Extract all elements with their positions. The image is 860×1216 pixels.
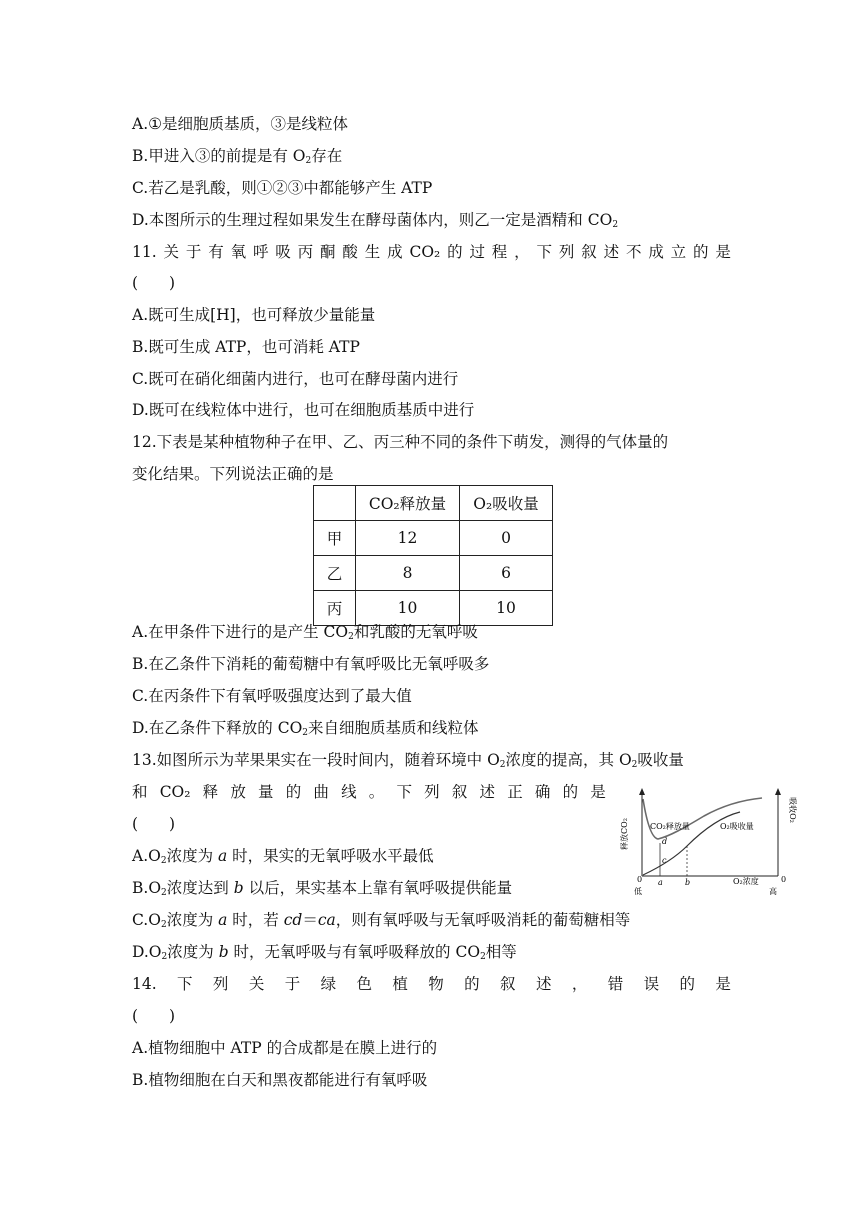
- origin-left-label: 0: [637, 875, 643, 884]
- co2-release-curve: [643, 798, 762, 839]
- q11-answer-paren: ( ): [132, 274, 176, 292]
- q12-stem-line1: 12.下表是某种植物种子在甲、乙、丙三种不同的条件下萌发，测得的气体量的: [132, 433, 669, 451]
- table-row: [314, 591, 553, 626]
- q14-answer-paren: ( ): [132, 1007, 176, 1025]
- q11-option-a: A.既可生成[H]，也可释放少量能量: [132, 306, 376, 324]
- q10-option-a: A.①是细胞质基质，③是线粒体: [132, 115, 349, 133]
- table-cell: 0: [460, 521, 553, 556]
- q11-option-d: D.既可在线粒体中进行，也可在细胞质基质中进行: [132, 401, 475, 419]
- table-cell: 12: [356, 521, 460, 556]
- point-a-label: a: [658, 878, 663, 887]
- table-row: [314, 521, 553, 556]
- right-axis-arrow: [775, 788, 781, 795]
- table-cell: 10: [460, 591, 553, 626]
- point-c-label: c: [662, 856, 667, 865]
- q14-option-b: B.植物细胞在白天和黑夜都能进行有氧呼吸: [132, 1071, 428, 1089]
- point-b-label: b: [685, 878, 691, 887]
- q12-option-c: C.在丙条件下有氧呼吸强度达到了最大值: [132, 687, 412, 705]
- table-cell: 8: [356, 556, 460, 591]
- table-row: [314, 556, 553, 591]
- table-cell: 10: [356, 591, 460, 626]
- table-cell: [314, 486, 356, 521]
- q12-option-b: B.在乙条件下消耗的葡萄糖中有氧呼吸比无氧呼吸多: [132, 655, 490, 673]
- table-header-co2: CO₂释放量: [356, 486, 460, 521]
- q13-option-c: $C.O_2$浓度为 a 时，若 cd＝ca，则有氧呼吸与无氧呼吸消耗的葡萄糖相等: [132, 911, 631, 930]
- table-header-row: [314, 486, 553, 521]
- table-cell: 丙: [314, 591, 356, 626]
- q12-option-a: A.在甲条件下进行的是产生 $CO_2$和乳酸的无氧呼吸: [132, 623, 478, 642]
- q13-answer-paren: ( ): [132, 815, 176, 833]
- x-high-label: 高: [769, 887, 777, 896]
- left-axis-arrow: [639, 788, 645, 795]
- q13-gas-exchange-graph: [612, 786, 800, 898]
- table-cell: 乙: [314, 556, 356, 591]
- y-right-label: 吸收O₂: [788, 797, 797, 823]
- point-d-label: d: [662, 837, 668, 846]
- q13-stem-line2: 和 CO₂ 释 放 量 的 曲 线 。 下 列 叙 述 正 确 的 是: [132, 783, 606, 801]
- table-header-o2: O₂吸收量: [460, 486, 553, 521]
- table-cell: 6: [460, 556, 553, 591]
- x-axis-label: O₂浓度: [733, 877, 759, 886]
- q10-option-c: C.若乙是乳酸，则①②③中都能够产生 ATP: [132, 179, 433, 197]
- y-left-label: 释放CO₂: [620, 818, 629, 850]
- q12-data-table: [313, 485, 553, 626]
- q14-stem: 14. 下 列 关 于 绿 色 植 物 的 叙 述 ， 错 误 的 是: [132, 975, 731, 993]
- o2-curve-label: O₂吸收量: [720, 822, 754, 831]
- table-cell: 甲: [314, 521, 356, 556]
- q10-option-b: B.甲进入③的前提是有 $O_2$存在: [132, 147, 343, 166]
- q13-stem-line1: 13.如图所示为苹果果实在一段时间内，随着环境中 $O_2$浓度的提高，其 $O_2$吸收量: [132, 751, 684, 770]
- q11-option-c: C.既可在硝化细菌内进行，也可在酵母菌内进行: [132, 370, 459, 388]
- q12-stem-line2: 变化结果。下列说法正确的是: [132, 465, 334, 483]
- co2-curve-label: CO₂释放量: [650, 822, 690, 831]
- q12-option-d: D.在乙条件下释放的 $CO_2$来自细胞质基质和线粒体: [132, 719, 479, 738]
- origin-right-label: 0: [781, 875, 787, 884]
- x-low-label: 低: [634, 887, 642, 896]
- q14-option-a: A.植物细胞中 ATP 的合成都是在膜上进行的: [132, 1039, 438, 1057]
- q13-option-d: $D.O_2$浓度为 b 时，无氧呼吸与有氧呼吸释放的 $CO_2$相等: [132, 943, 517, 962]
- q11-option-b: B.既可生成 ATP，也可消耗 ATP: [132, 338, 360, 356]
- q13-option-a: $A.O_2$浓度为 a 时，果实的无氧呼吸水平最低: [132, 847, 434, 866]
- q10-option-d: D.本图所示的生理过程如果发生在酵母菌体内，则乙一定是酒精和 $CO_2$: [132, 211, 619, 230]
- q13-option-b: $B.O_2$浓度达到 b 以后，果实基本上靠有氧呼吸提供能量: [132, 879, 513, 898]
- q11-stem: 11. 关 于 有 氧 呼 吸 丙 酮 酸 生 成 CO₂ 的 过 程 ， 下 列 叙 述 不 成 立 的 是: [132, 243, 731, 261]
